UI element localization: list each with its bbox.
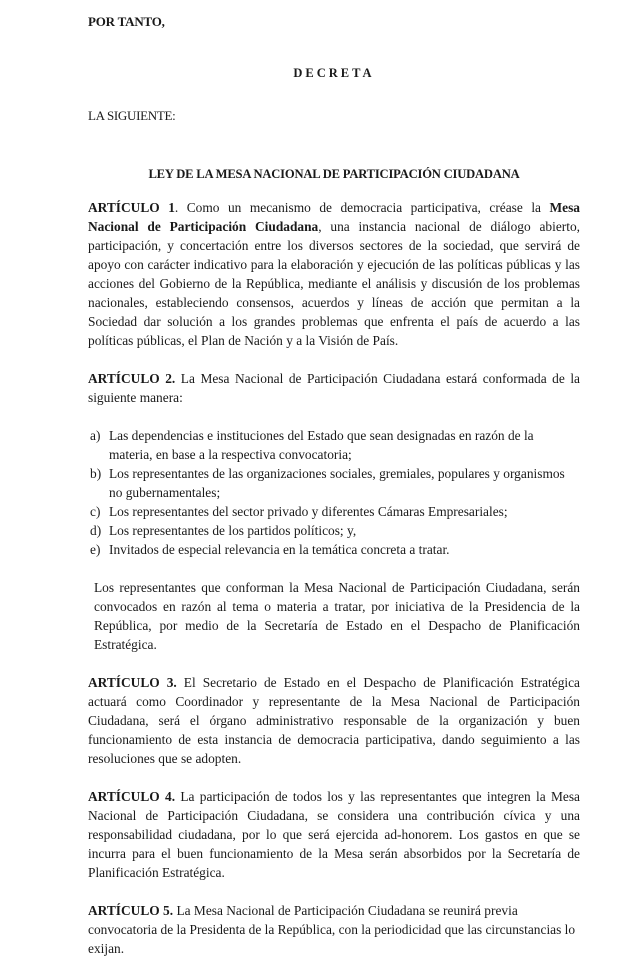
article-3-text: El Secretario de Estado en el Despacho de Planificación Estratégica actuará como Coordinador y representante de la Mesa Nacional de Participación Ciudadana, será el órgano administrativo responsable de la organización y buen funcionamiento de esta instancia de democracia participativa, dando seguimiento a las resoluciones que se adopten. (88, 675, 581, 766)
article-1-text: Como un mecanismo de democracia participativa, créase la (186, 200, 550, 215)
article-1-bold-name: Mesa Nacional de Participación Ciudadana (88, 200, 580, 234)
list-marker: d) (90, 523, 102, 538)
article-1-label: ARTÍCULO 1 (88, 200, 175, 215)
article-4-text: La participación de todos los y las representantes que integren la Mesa Nacional de Participación Ciudadana, se considera una contribución cívica y una responsabilidad ciudadana, por lo que será ejercida ad-honorem. Los gastos en que se incurra para el buen funcionamiento de la Mesa serán absorbidos por la Secretaría de Planificación Estratégica. (88, 789, 580, 880)
article-1: ARTÍCULO 1. Como un mecanismo de democracia participativa, créase la Mesa Nacional de Participación Ciudadana, una instancia nacional de diálogo abierto, participación, y concertación entre los diversos sectores de la sociedad, que servirá de apoyo con carácter indicativo para la elaboración y ejecución de las políticas públicas y las acciones del Gobierno de la República, mediante el análisis y discusión de los problemas nacionales, estableciendo consensos, acuerdos y líneas de acción que permitan a la Sociedad dar solución a los grandes problemas que enfrenta el país de acuerdo a las políticas públicas, el Plan de Nación y a la Visión de País. (88, 200, 580, 348)
article-5-label: ARTÍCULO 5. (88, 903, 174, 918)
list-item-e: e) Invitados de especial relevancia en la temática concreta a tratar. (90, 542, 450, 557)
decreta-heading: DECRETA (293, 66, 375, 80)
article-2-closing: Los representantes que conforman la Mesa Nacional de Participación Ciudadana, serán convocados en razón al tema o materia a tratar, por iniciativa de la Presidencia de la República, por medio de la Secretaría de Estado en el Despacho de Planificación Estratégica. (94, 580, 580, 652)
article-3 (88, 673, 580, 768)
document-content (88, 12, 581, 956)
list-item-a: a) Las dependencias e instituciones del Estado que sean designadas en razón de la materia, en base a la respectiva convocatoria; (90, 428, 534, 462)
article-2 (88, 369, 580, 407)
list-item-d: d) Los representantes de los partidos políticos; y, (90, 523, 357, 538)
list-item-c: c) Los representantes del sector privado y diferentes Cámaras Empresariales; (90, 504, 508, 519)
article-3-label: ARTÍCULO 3. (88, 675, 177, 690)
list-marker: c) (90, 504, 101, 519)
list-marker: e) (90, 542, 101, 557)
article-5-text: La Mesa Nacional de Participación Ciudadana se reunirá previa convocatoria de la Presidenta de la República, con la periodicidad que las circunstancias lo exijan. (88, 903, 576, 956)
article-2-text: La Mesa Nacional de Participación Ciudadana estará conformada de la siguiente manera: (88, 371, 580, 405)
list-marker: a) (90, 428, 101, 443)
article-2-label: ARTÍCULO 2. (88, 371, 176, 386)
article-4-label: ARTÍCULO 4. (88, 789, 176, 804)
por-tanto-heading: POR TANTO, (88, 14, 165, 29)
article-4 (88, 787, 580, 882)
articles-body (88, 198, 580, 977)
list-item-b: b) Los representantes de las organizaciones sociales, gremiales, populares y organismos no gubernamentales; (90, 466, 565, 500)
article-5 (88, 901, 580, 958)
article-2-list (88, 426, 580, 559)
law-title: LEY DE LA MESA NACIONAL DE PARTICIPACIÓN CIUDADANA (148, 167, 520, 181)
list-marker: b) (90, 466, 102, 481)
article-1-text-after: , una instancia nacional de diálogo abierto, participación, y concertación entre los diversos sectores de la sociedad, que servirá de apoyo con carácter indicativo para la elaboración y ejecución de las políticas públicas y las acciones del Gobierno de la República, mediante el análisis y discusión de los problemas nacionales, estableciendo consensos, acuerdos y líneas de acción que permitan a la Sociedad dar solución a los grandes problemas que enfrenta el país de acuerdo a las políticas públicas, el Plan de Nación y a la Visión de País. (88, 219, 580, 348)
la-siguiente-heading: LA SIGUIENTE: (88, 108, 176, 123)
